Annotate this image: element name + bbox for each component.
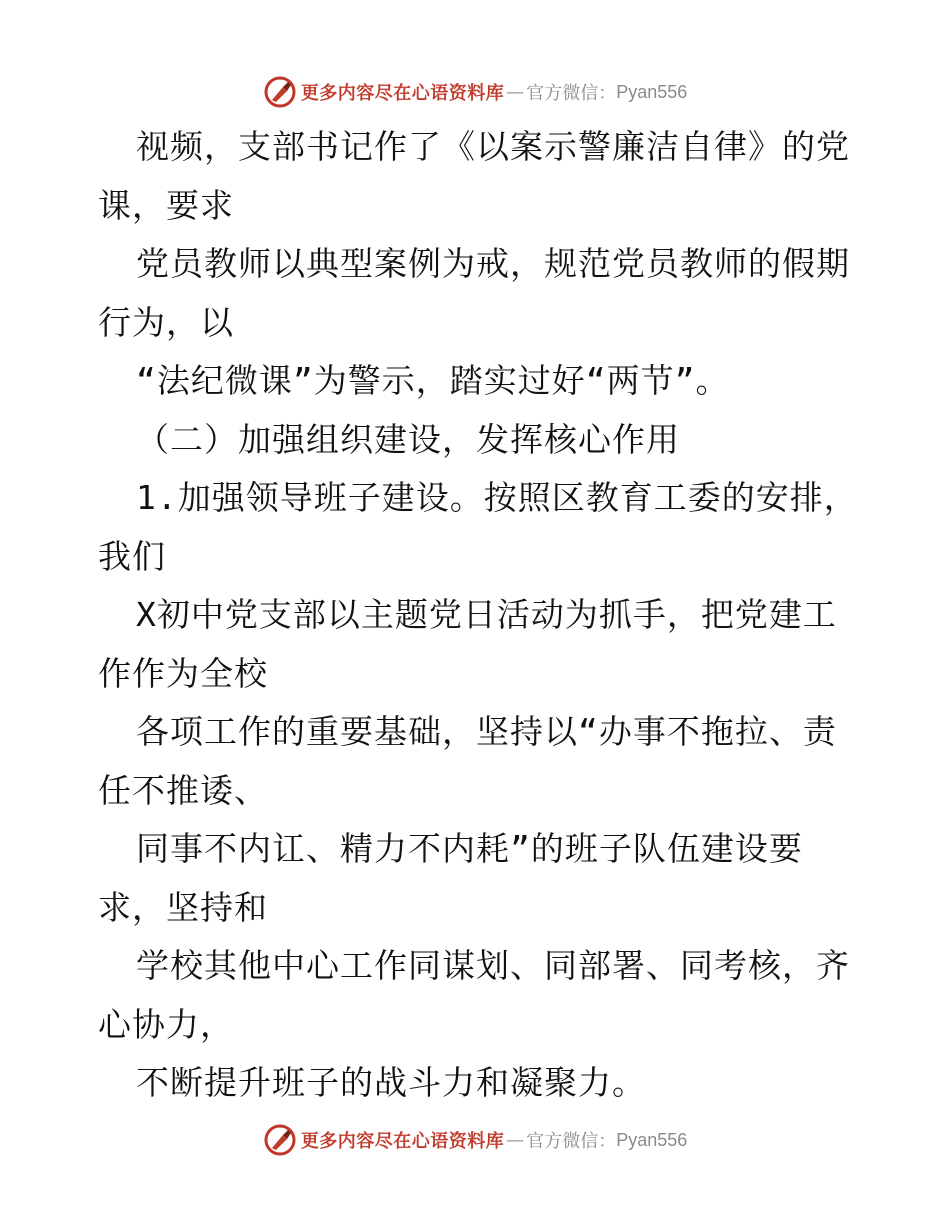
text-line: 不断提升班子的战斗力和凝聚力。: [136, 1063, 646, 1102]
watermark-main-text: 更多内容尽在心语资料库: [300, 1131, 505, 1152]
section-heading: （二）加强组织建设，发挥核心作用: [136, 419, 680, 459]
pen-nib-logo-icon: [263, 1123, 297, 1157]
text-line: 党员教师以典型案例为戒，规范党员教师的假期: [136, 244, 850, 283]
text-line: “法纪微课”为警示，踏实过好“两节”。: [136, 361, 730, 400]
text-line: 任不推诿、: [98, 770, 268, 810]
text-line: 学校其他中心工作同谋划、同部署、同考核，齐: [136, 946, 850, 985]
text-line: 视频，支部书记作了《以案示警廉洁自律》的党: [136, 127, 850, 166]
text-line: 我们: [98, 536, 166, 576]
text-line: 求，坚持和: [98, 887, 268, 927]
text-line: 作作为全校: [98, 653, 268, 693]
watermark-label: 官方微信：: [526, 1131, 617, 1152]
document-body: [98, 118, 858, 1113]
text-line: 1.加强领导班子建设。按照区教育工委的安排，: [136, 478, 858, 517]
watermark-separator: —: [506, 81, 525, 103]
pen-nib-logo-icon: [263, 75, 297, 109]
text-line: 心协力，: [98, 1004, 234, 1044]
watermark-label: 官方微信：: [526, 83, 617, 104]
watermark-main-text: 更多内容尽在心语资料库: [300, 83, 505, 104]
text-line: 各项工作的重要基础，坚持以“办事不拖拉、责: [136, 712, 837, 751]
footer-watermark: [0, 1120, 950, 1160]
text-line: X初中党支部以主题党日活动为抓手，把党建工: [136, 595, 837, 634]
text-line: 行为，以: [98, 302, 234, 342]
header-watermark: [0, 72, 950, 112]
watermark-code: Pyan556: [616, 81, 688, 102]
text-line: 同事不内讧、精力不内耗”的班子队伍建设要: [136, 829, 803, 868]
watermark-separator: —: [506, 1129, 525, 1151]
watermark-code: Pyan556: [616, 1129, 688, 1150]
text-line: 课，要求: [98, 185, 234, 225]
